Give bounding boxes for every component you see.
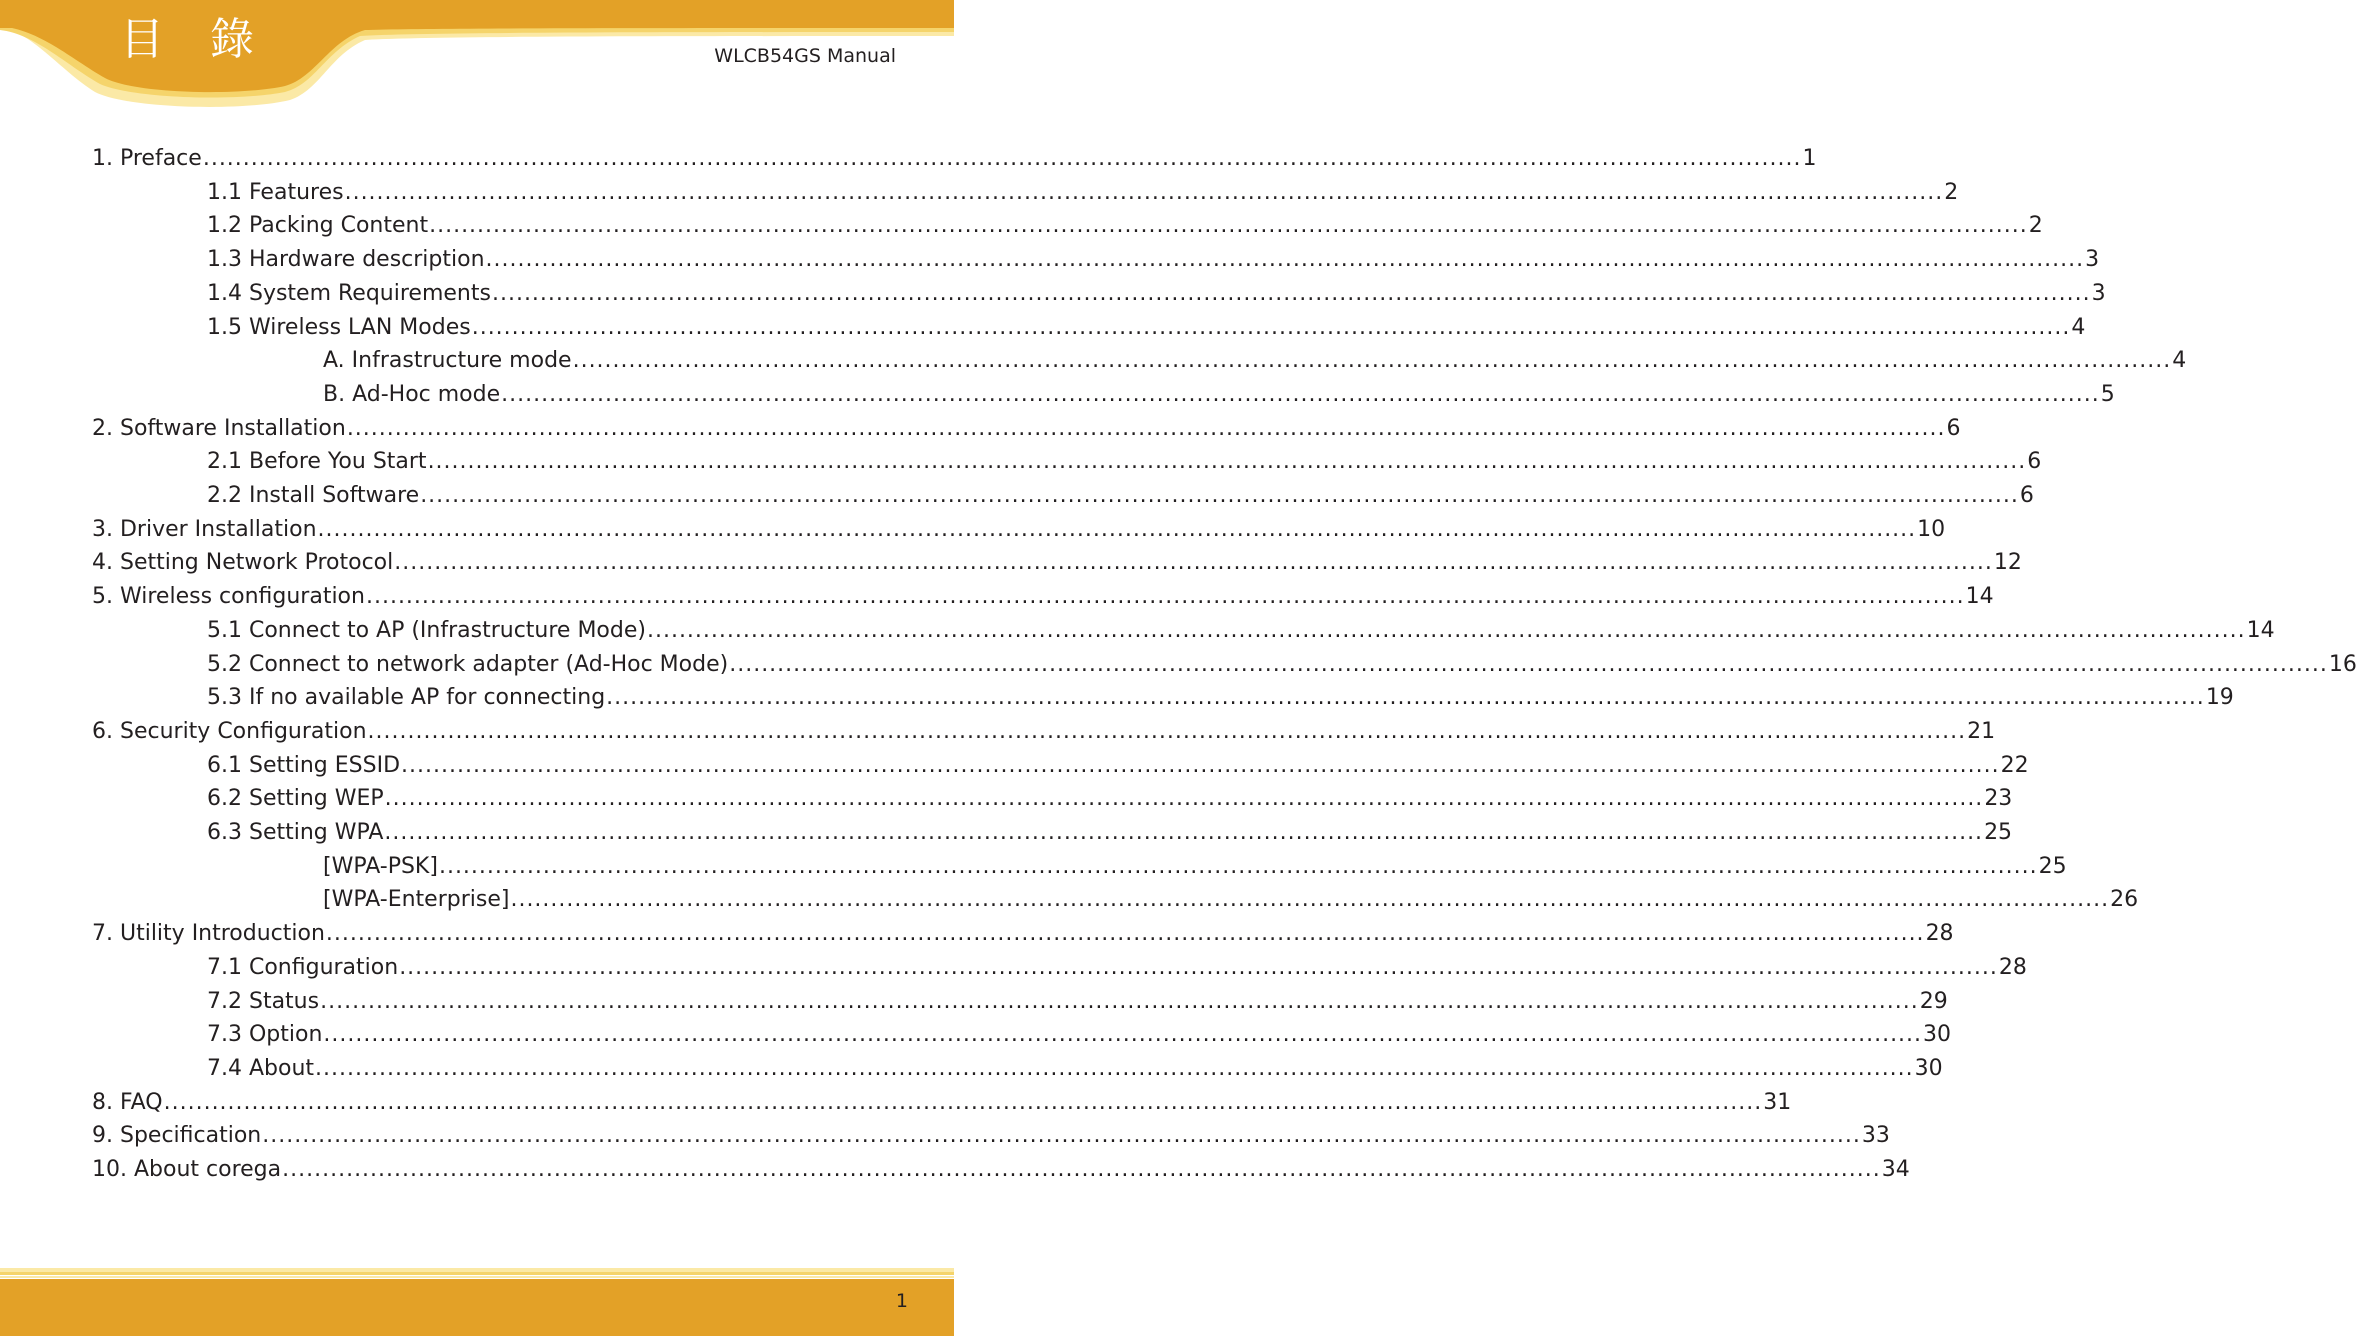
toc-dot-leader: ........................................................................................................................................................................................................: [320, 989, 1919, 1014]
toc-entry[interactable]: [207, 1052, 1943, 1086]
page-number: 1: [895, 1290, 908, 1312]
toc-entry-label: 5.2 Connect to network adapter (Ad-Hoc Mode): [207, 652, 729, 677]
toc-entry[interactable]: [207, 816, 2013, 850]
toc-entry-page: 2: [1944, 180, 1959, 205]
toc-entry-page: 14: [2246, 618, 2275, 643]
toc-entry[interactable]: [323, 344, 2187, 378]
toc-entry[interactable]: [207, 951, 2027, 985]
toc-entry-page: 6: [2019, 483, 2034, 508]
toc-entry-label: 8. FAQ: [92, 1090, 163, 1115]
toc-dot-leader: ........................................................................................................................................................................................................: [429, 213, 2028, 238]
toc-entry[interactable]: [92, 412, 1961, 446]
toc-entry-label: 4. Setting Network Protocol: [92, 550, 394, 575]
toc-entry-label: 7.4 About: [207, 1056, 315, 1081]
toc-dot-leader: ........................................................................................................................................................................................................: [394, 550, 1993, 575]
toc-entry[interactable]: [207, 1018, 1952, 1052]
toc-dot-leader: ........................................................................................................................................................................................................: [344, 180, 1944, 205]
toc-dot-leader: ........................................................................................................................................................................................................: [367, 719, 1967, 744]
toc-entry[interactable]: [92, 513, 1946, 547]
toc-entry-label: 6.2 Setting WEP: [207, 786, 384, 811]
toc-entry-label: 2.1 Before You Start: [207, 449, 427, 474]
header-title: 目 錄: [120, 14, 270, 65]
toc-dot-leader: ........................................................................................................................................................................................................: [427, 449, 2027, 474]
toc-entry-page: 30: [1923, 1022, 1952, 1047]
toc-entry-page: 28: [1925, 921, 1954, 946]
toc-entry-page: 10: [1917, 517, 1946, 542]
toc-entry-label: 1.4 System Requirements: [207, 281, 491, 306]
toc-dot-leader: ........................................................................................................................................................................................................: [202, 146, 1802, 171]
toc-entry[interactable]: [323, 883, 2139, 917]
toc-entry-label: 5.1 Connect to AP (Infrastructure Mode): [207, 618, 646, 643]
toc-entry-page: 4: [2071, 315, 2086, 340]
toc-dot-leader: ........................................................................................................................................................................................................: [491, 281, 2091, 306]
toc-entry-label: 2. Software Installation: [92, 416, 346, 441]
toc-entry-page: 21: [1967, 719, 1996, 744]
toc-entry-label: 6. Security Configuration: [92, 719, 367, 744]
toc-dot-leader: ........................................................................................................................................................................................................: [485, 247, 2085, 272]
toc-entry-label: 7.3 Option: [207, 1022, 323, 1047]
toc-entry-page: 33: [1861, 1123, 1890, 1148]
toc-dot-leader: ........................................................................................................................................................................................................: [315, 1056, 1914, 1081]
toc-entry-page: 19: [2205, 685, 2234, 710]
toc-entry-page: 5: [2100, 382, 2115, 407]
toc-entry[interactable]: [207, 782, 2013, 816]
toc-dot-leader: ........................................................................................................................................................................................................: [420, 483, 2019, 508]
toc-entry-page: 14: [1965, 584, 1994, 609]
toc-entry-page: 28: [1998, 955, 2027, 980]
toc-entry-page: 29: [1919, 989, 1948, 1014]
toc-entry-label: 1.3 Hardware description: [207, 247, 485, 272]
toc-dot-leader: ........................................................................................................................................................................................................: [572, 348, 2172, 373]
toc-entry[interactable]: [207, 749, 2029, 783]
toc-dot-leader: ........................................................................................................................................................................................................: [399, 955, 1998, 980]
toc-dot-leader: ........................................................................................................................................................................................................: [606, 685, 2205, 710]
toc-entry-label: B. Ad-Hoc mode: [323, 382, 501, 407]
toc-entry[interactable]: [92, 715, 1996, 749]
toc-entry-label: 2.2 Install Software: [207, 483, 420, 508]
toc-entry-page: 30: [1914, 1056, 1943, 1081]
toc-entry[interactable]: [92, 580, 1994, 614]
toc-entry-page: 3: [2091, 281, 2106, 306]
toc-entry-label: A. Infrastructure mode: [323, 348, 572, 373]
toc-entry-page: 26: [2110, 887, 2139, 912]
toc-entry-label: 3. Driver Installation: [92, 517, 317, 542]
toc-dot-leader: ........................................................................................................................................................................................................: [323, 1022, 1923, 1047]
toc-dot-leader: ........................................................................................................................................................................................................: [471, 315, 2071, 340]
toc-entry-label: 7.1 Configuration: [207, 955, 399, 980]
manual-name: WLCB54GS Manual: [714, 45, 896, 67]
toc-dot-leader: ........................................................................................................................................................................................................: [346, 416, 1946, 441]
toc-entry[interactable]: [92, 917, 1954, 951]
toc-entry-label: 7.2 Status: [207, 989, 320, 1014]
toc-dot-leader: ........................................................................................................................................................................................................: [384, 820, 1984, 845]
toc-entry-label: [WPA-PSK]: [323, 854, 438, 879]
toc-dot-leader: ........................................................................................................................................................................................................: [510, 887, 2110, 912]
toc-entry[interactable]: [92, 1119, 1890, 1153]
toc-dot-leader: ........................................................................................................................................................................................................: [317, 517, 1917, 542]
toc-entry[interactable]: [207, 614, 2275, 648]
toc-dot-leader: ........................................................................................................................................................................................................: [384, 786, 1984, 811]
toc-entry[interactable]: [207, 311, 2086, 345]
toc-entry[interactable]: [207, 243, 2100, 277]
toc-entry-page: 12: [1993, 550, 2022, 575]
toc-entry[interactable]: [207, 985, 1948, 1019]
toc-entry-label: 1.2 Packing Content: [207, 213, 429, 238]
toc-dot-leader: ........................................................................................................................................................................................................: [325, 921, 1925, 946]
toc-entry[interactable]: [207, 648, 2357, 682]
toc-dot-leader: ........................................................................................................................................................................................................: [401, 753, 2000, 778]
toc-entry-page: 25: [2038, 854, 2067, 879]
toc-entry[interactable]: [323, 850, 2067, 884]
toc-dot-leader: ........................................................................................................................................................................................................: [163, 1090, 1763, 1115]
toc-entry[interactable]: [207, 681, 2234, 715]
toc-dot-leader: ........................................................................................................................................................................................................: [646, 618, 2246, 643]
toc-entry-label: 5. Wireless configuration: [92, 584, 365, 609]
toc-entry-page: 22: [2000, 753, 2029, 778]
toc-entry-page: 1: [1802, 146, 1817, 171]
toc-entry-label: 5.3 If no available AP for connecting: [207, 685, 606, 710]
toc-entry-page: 31: [1763, 1090, 1792, 1115]
toc-entry-page: 23: [1984, 786, 2013, 811]
toc-entry[interactable]: [92, 1086, 1792, 1120]
toc-entry-page: 25: [1984, 820, 2013, 845]
toc-entry-label: 9. Specification: [92, 1123, 262, 1148]
toc-entry-page: 4: [2172, 348, 2187, 373]
toc-entry[interactable]: [323, 378, 2115, 412]
toc-entry-page: 6: [2027, 449, 2042, 474]
toc-entry-label: 1.1 Features: [207, 180, 344, 205]
toc-entry-label: [WPA-Enterprise]: [323, 887, 510, 912]
toc-entry-label: 10. About corega: [92, 1157, 282, 1182]
toc-entry-page: 3: [2085, 247, 2100, 272]
footer-band: [0, 1268, 954, 1336]
toc-entry-label: 1. Preface: [92, 146, 202, 171]
toc-dot-leader: ........................................................................................................................................................................................................: [282, 1157, 1881, 1182]
toc-dot-leader: ........................................................................................................................................................................................................: [438, 854, 2038, 879]
toc-dot-leader: ........................................................................................................................................................................................................: [729, 652, 2328, 677]
toc-entry-label: 1.5 Wireless LAN Modes: [207, 315, 471, 340]
toc-entry-page: 2: [2028, 213, 2043, 238]
toc-entry-label: 7. Utility Introduction: [92, 921, 325, 946]
toc-entry[interactable]: [92, 142, 1817, 176]
toc-entry[interactable]: [92, 1153, 1910, 1187]
toc-dot-leader: ........................................................................................................................................................................................................: [365, 584, 1965, 609]
toc-entry[interactable]: [207, 479, 2034, 513]
toc-entry[interactable]: [207, 209, 2043, 243]
toc-entry[interactable]: [207, 176, 1959, 210]
toc-entry[interactable]: [207, 445, 2042, 479]
toc-entry-label: 6.3 Setting WPA: [207, 820, 384, 845]
toc-dot-leader: ........................................................................................................................................................................................................: [262, 1123, 1861, 1148]
toc-entry-page: 34: [1881, 1157, 1910, 1182]
toc-entry-page: 6: [1946, 416, 1961, 441]
toc-entry[interactable]: [207, 277, 2106, 311]
toc-entry-label: 6.1 Setting ESSID: [207, 753, 401, 778]
toc-entry[interactable]: [92, 546, 2022, 580]
toc-dot-leader: ........................................................................................................................................................................................................: [501, 382, 2100, 407]
toc-entry-page: 16: [2328, 652, 2357, 677]
